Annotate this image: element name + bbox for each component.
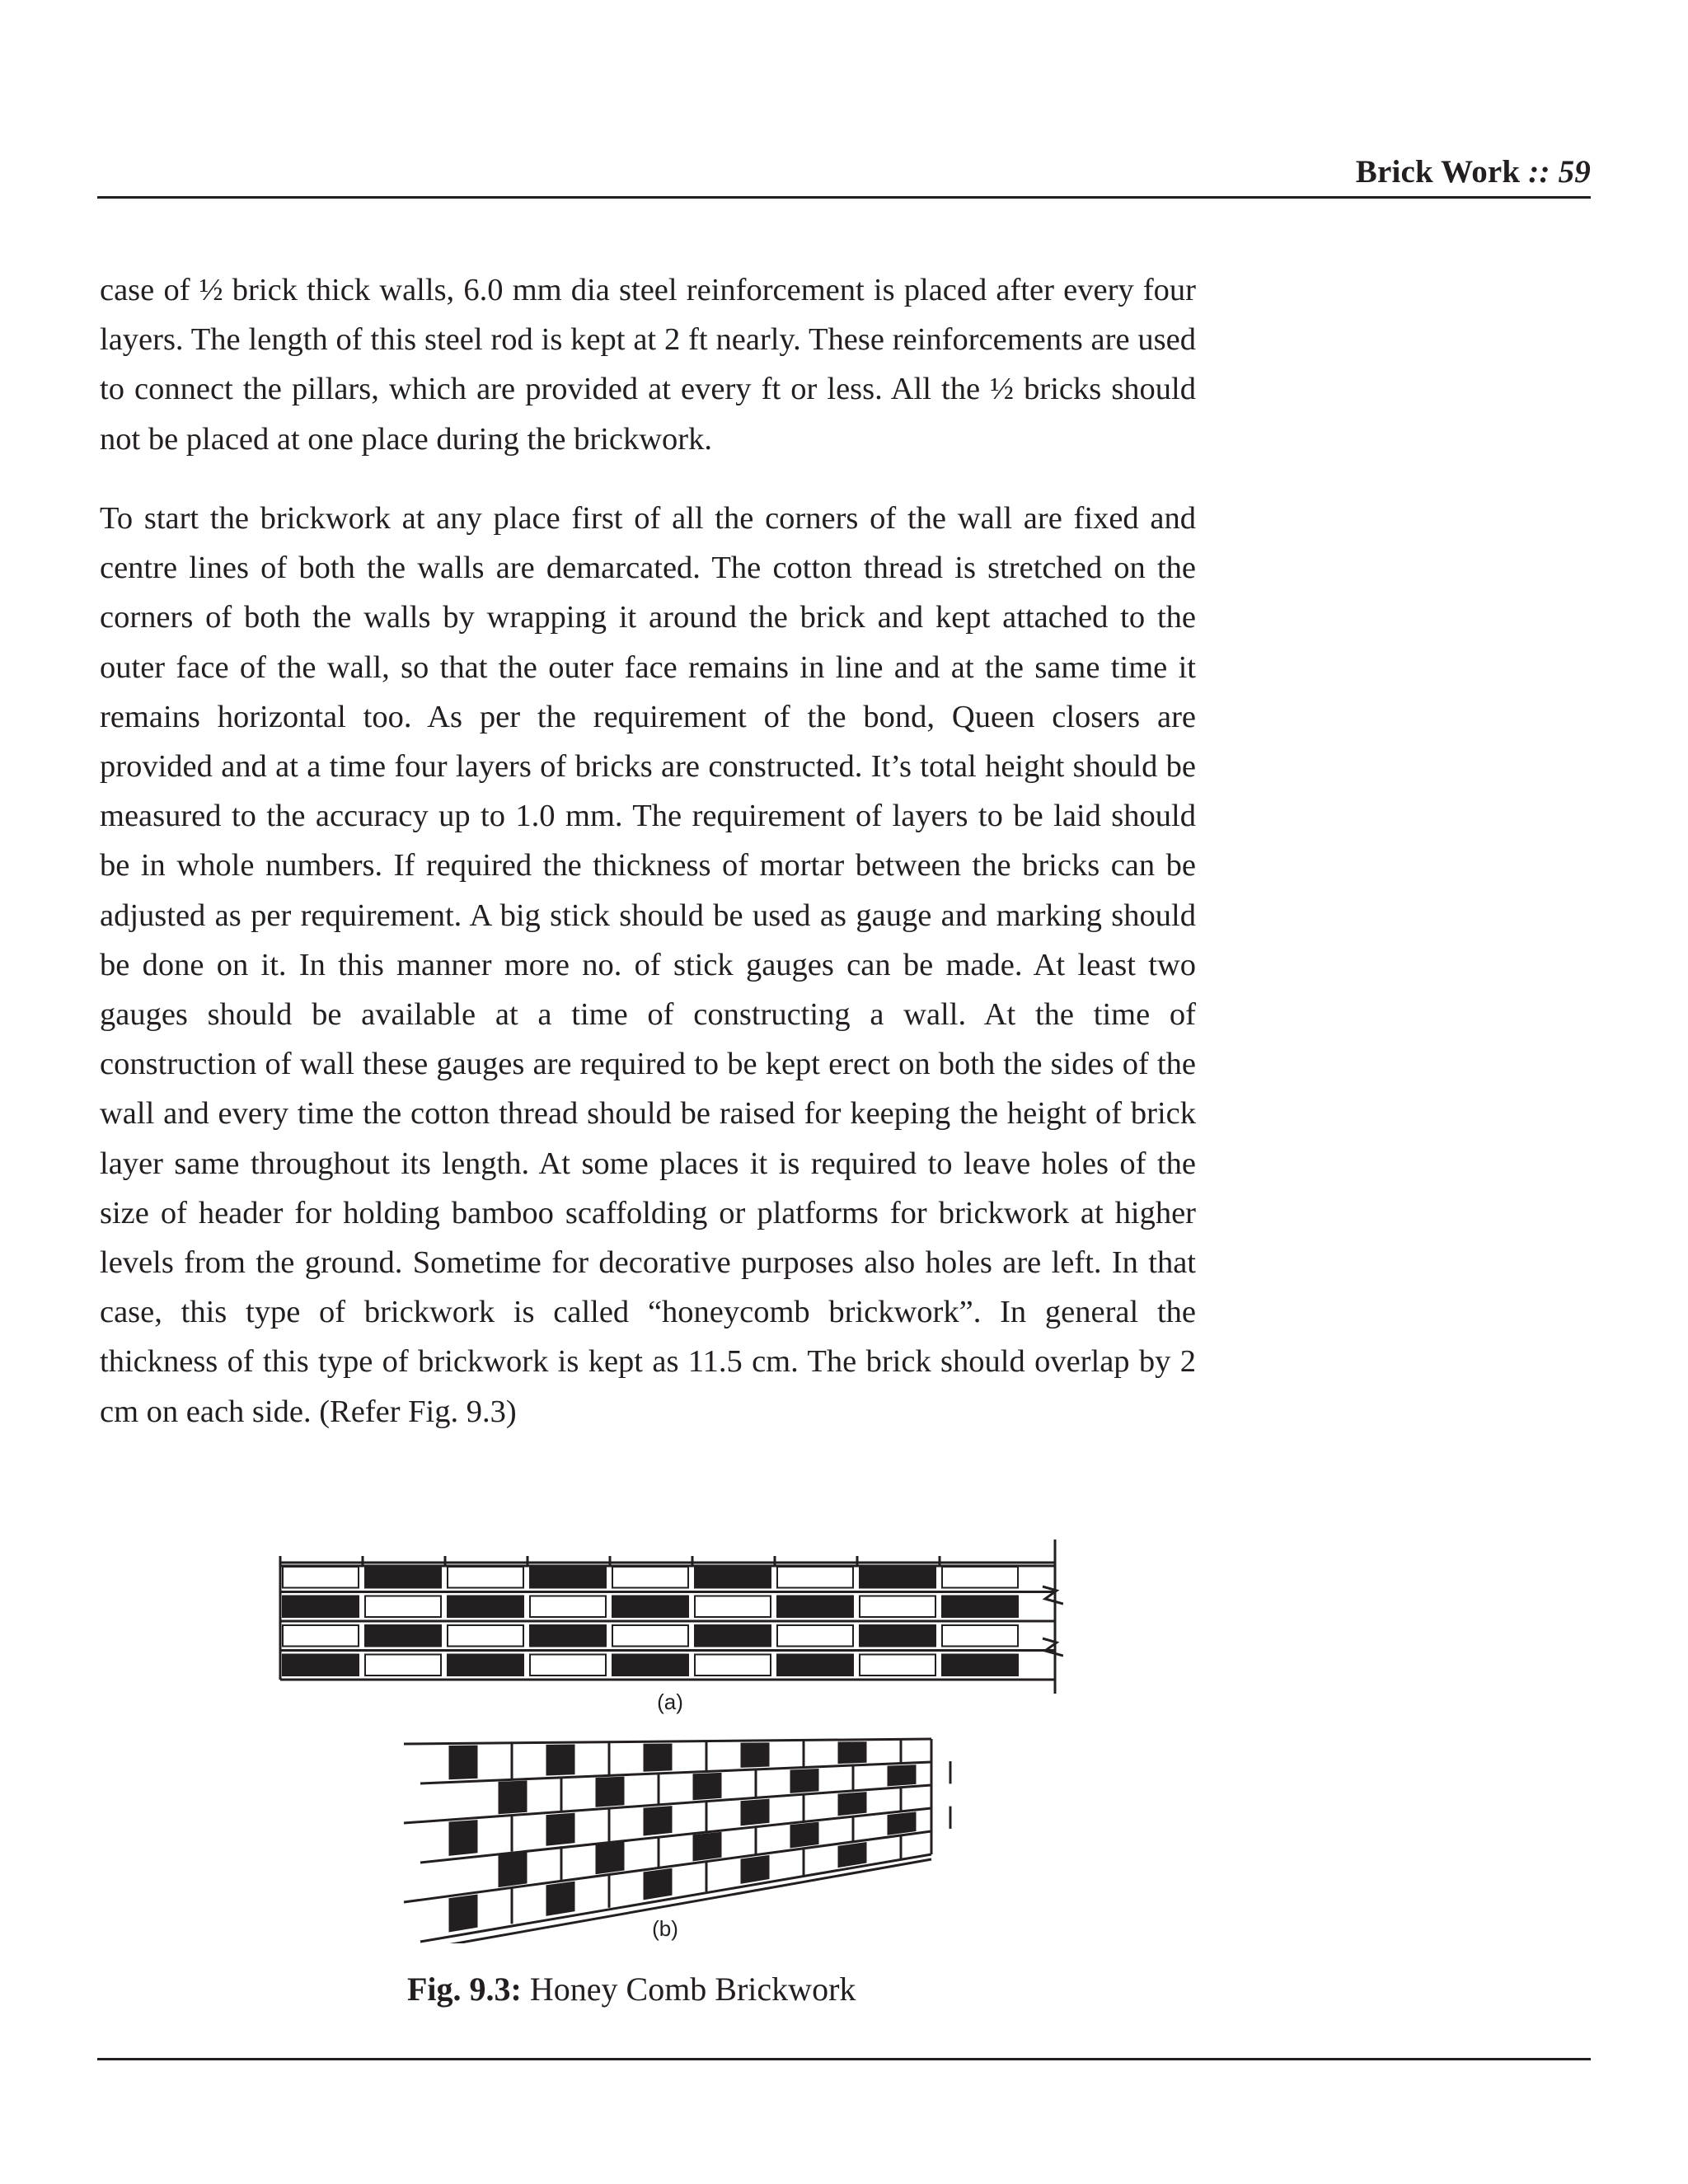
header-hole xyxy=(546,1813,574,1845)
brick-light xyxy=(365,1596,441,1618)
brick-light xyxy=(283,1567,359,1588)
header-hole xyxy=(693,1773,721,1799)
brick-light xyxy=(448,1567,523,1588)
header-rule xyxy=(97,196,1591,199)
header-hole xyxy=(596,1777,624,1807)
figure-a-label: (a) xyxy=(657,1690,683,1714)
brick-dark xyxy=(365,1567,441,1588)
honeycomb-brickwork-figure xyxy=(272,1531,1063,1943)
header-hole xyxy=(596,1842,624,1873)
header-hole xyxy=(644,1744,672,1771)
brick-dark xyxy=(942,1596,1018,1618)
header-hole xyxy=(546,1882,574,1915)
brick-dark xyxy=(942,1655,1018,1676)
header-hole xyxy=(741,1799,769,1825)
header-hole xyxy=(741,1855,769,1883)
body-paragraph-1: case of ½ brick thick walls, 6.0 mm dia steel reinforcement is placed after every four layers. The length of this steel rod is kept at 2 ft nearly. These reinforcements are used to connect the pillars, which are provided at every ft or less. All the ½ bricks should not be placed at one place during the brickwork. xyxy=(100,273,1196,457)
brick-light xyxy=(612,1567,688,1588)
header-hole xyxy=(449,1746,477,1779)
figure-caption xyxy=(407,1970,856,2008)
brick-light xyxy=(695,1655,771,1676)
header-hole xyxy=(741,1743,769,1768)
header-hole xyxy=(693,1832,721,1861)
brick-light xyxy=(365,1655,441,1676)
brick-light xyxy=(530,1596,606,1618)
brick-light xyxy=(942,1567,1018,1588)
brick-dark xyxy=(283,1655,359,1676)
header-hole xyxy=(888,1765,916,1786)
header-hole xyxy=(790,1769,818,1793)
brick-dark xyxy=(860,1567,935,1588)
course-line xyxy=(420,1762,931,1783)
header-hole xyxy=(499,1853,527,1887)
brick-dark xyxy=(777,1596,853,1618)
brick-dark xyxy=(530,1625,606,1647)
brick-dark xyxy=(612,1596,688,1618)
header-hole xyxy=(546,1745,574,1775)
footer-rule xyxy=(97,2058,1591,2060)
brick-dark xyxy=(695,1567,771,1588)
header-hole xyxy=(499,1781,527,1814)
header-hole xyxy=(644,1807,672,1835)
brick-dark xyxy=(777,1655,853,1676)
figure-caption-text: Honey Comb Brickwork xyxy=(529,1971,856,2008)
header-hole xyxy=(888,1812,916,1835)
figure-b-label: (b) xyxy=(652,1916,678,1941)
brick-dark xyxy=(695,1625,771,1647)
brick-light xyxy=(777,1567,853,1588)
brick-light xyxy=(612,1625,688,1647)
brick-dark xyxy=(860,1625,935,1647)
page-number: 59 xyxy=(1558,154,1591,190)
figure-b-wall-plan xyxy=(404,1739,950,1943)
break-mark xyxy=(1043,1638,1063,1656)
brick-light xyxy=(530,1655,606,1676)
header-hole xyxy=(449,1895,477,1932)
brick-light xyxy=(777,1625,853,1647)
header-hole xyxy=(644,1868,672,1899)
brick-dark xyxy=(612,1655,688,1676)
brick-light xyxy=(942,1625,1018,1647)
brick-dark xyxy=(283,1596,359,1618)
brick-dark xyxy=(530,1567,606,1588)
brick-dark xyxy=(365,1625,441,1647)
header-separator: :: xyxy=(1528,154,1550,190)
brick-light xyxy=(448,1625,523,1647)
header-chapter-title: Brick Work xyxy=(1355,154,1521,190)
header-hole xyxy=(838,1793,866,1816)
body-paragraph-2: To start the brickwork at any place first of all the corners of the wall are fixed and centre lines of both the walls are demarcated. The cotton thread is stretched on the corners of both the walls by wrapping it around the brick and kept attached to the outer face of the wall, so that the outer face remains in line and at the same time it remains horizontal too. As per the requirement of the bond, Queen closers are provided and at a time four layers of bricks are constructed. It’s total height should be measured to the accuracy up to 1.0 mm. The requirement of layers to be laid should be in whole numbers. If required the thickness of mortar between the bricks can be adjusted as per requirement. A big stick should be used as gauge and marking should be done on it. In this manner more no. of stick gauges can be made. At least two gauges should be available at a time of constructing a wall. At the time of construction of wall these gauges are required to be kept erect on both the sides of the wall and every time the cotton thread should be raised for keeping the height of brick layer same throughout its length. At some places it is required to leave holes of the size of header for holding bamboo scaffolding or platforms for brickwork at higher levels from the ground. Sometime for decorative purposes also holes are left. In that case, this type of brickwork is called “honeycomb brickwork”. In general the thickness of this type of brickwork is kept as 11.5 cm. The brick should overlap by 2 cm on each side. (Refer Fig. 9.3) xyxy=(100,501,1196,1429)
brick-light xyxy=(695,1596,771,1618)
brick-dark xyxy=(448,1655,523,1676)
brick-light xyxy=(860,1655,935,1676)
figure-a-wall-elevation xyxy=(280,1540,1063,1694)
figure-caption-label: Fig. 9.3: xyxy=(407,1971,522,2008)
brick-dark xyxy=(448,1596,523,1618)
brick-light xyxy=(860,1596,935,1618)
header-hole xyxy=(838,1742,866,1764)
brick-light xyxy=(283,1625,359,1647)
header-hole xyxy=(790,1822,818,1848)
header-title xyxy=(1356,153,1591,190)
header-hole xyxy=(449,1821,477,1856)
header-hole xyxy=(838,1843,866,1868)
break-mark xyxy=(1043,1586,1063,1604)
